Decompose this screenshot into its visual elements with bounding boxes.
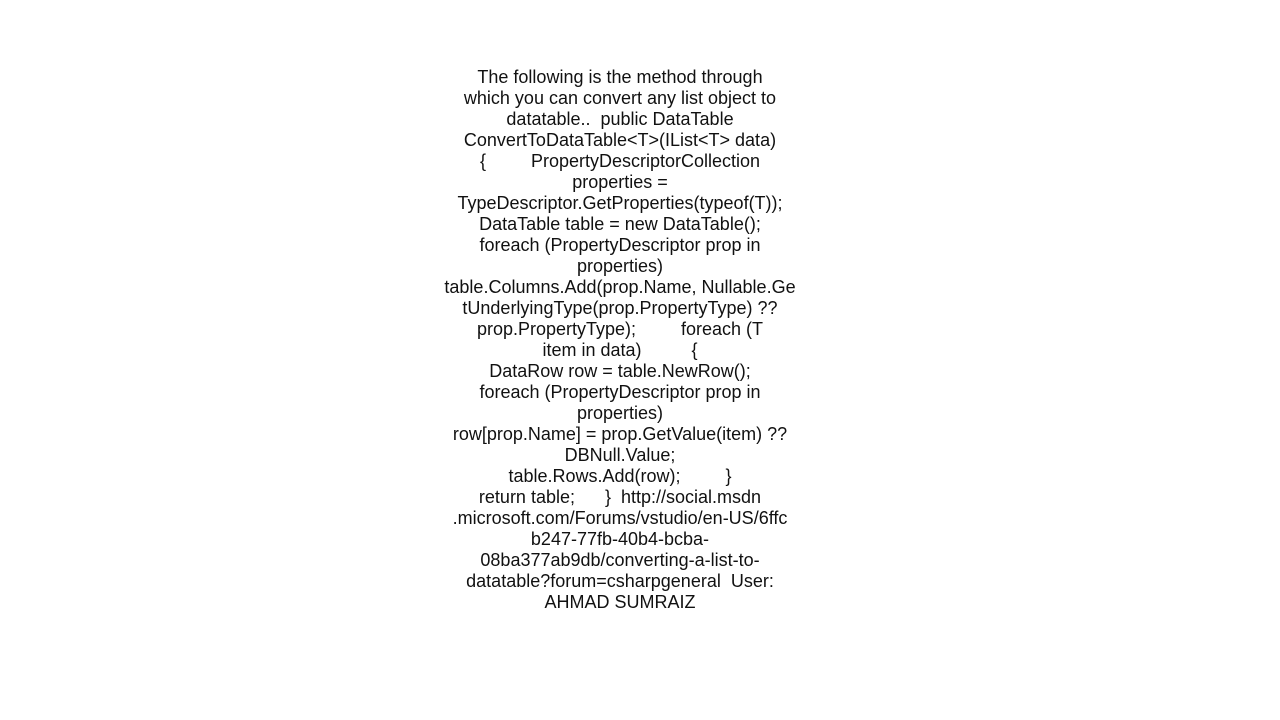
text-line: b247-77fb-40b4-bcba-: [530, 529, 710, 549]
text-line: foreach (PropertyDescriptor prop in: [479, 235, 761, 255]
text-line: return table; } http://social.msdn: [478, 487, 762, 507]
text-line: properties): [576, 256, 664, 276]
text-line: DataTable table = new DataTable();: [479, 214, 761, 234]
text-line: which you can convert any list object to: [463, 88, 777, 108]
text-line: DBNull.Value;: [564, 445, 676, 465]
text-line: properties =: [572, 172, 668, 192]
text-line: foreach (PropertyDescriptor prop in: [479, 382, 761, 402]
post-text: [440, 67, 800, 613]
text-line: TypeDescriptor.GetProperties(typeof(T));: [457, 193, 783, 213]
text-line: 08ba377ab9db/converting-a-list-to-: [480, 550, 760, 570]
text-line: DataRow row = table.NewRow();: [489, 361, 751, 381]
text-line: .microsoft.com/Forums/vstudio/en-US/6ffc: [452, 508, 788, 528]
text-line: table.Rows.Add(row); }: [508, 466, 732, 486]
text-line: properties): [576, 403, 664, 423]
text-line: datatable?forum=csharpgeneral User:: [466, 571, 774, 591]
text-line: datatable.. public DataTable: [506, 109, 734, 129]
text-line: table.Columns.Add(prop.Name, Nullable.Ge: [444, 277, 796, 297]
text-line: The following is the method through: [477, 67, 763, 87]
text-line: prop.PropertyType); foreach (T: [476, 319, 764, 339]
text-line: item in data) {: [542, 340, 698, 360]
text-line: tUnderlyingType(prop.PropertyType) ??: [462, 298, 778, 318]
text-line: ConvertToDataTable<T>(IList<T> data): [463, 130, 777, 150]
author-line: AHMAD SUMRAIZ: [544, 592, 696, 612]
text-line: row[prop.Name] = prop.GetValue(item) ??: [452, 424, 788, 444]
text-line: { PropertyDescriptorCollection: [479, 151, 761, 171]
